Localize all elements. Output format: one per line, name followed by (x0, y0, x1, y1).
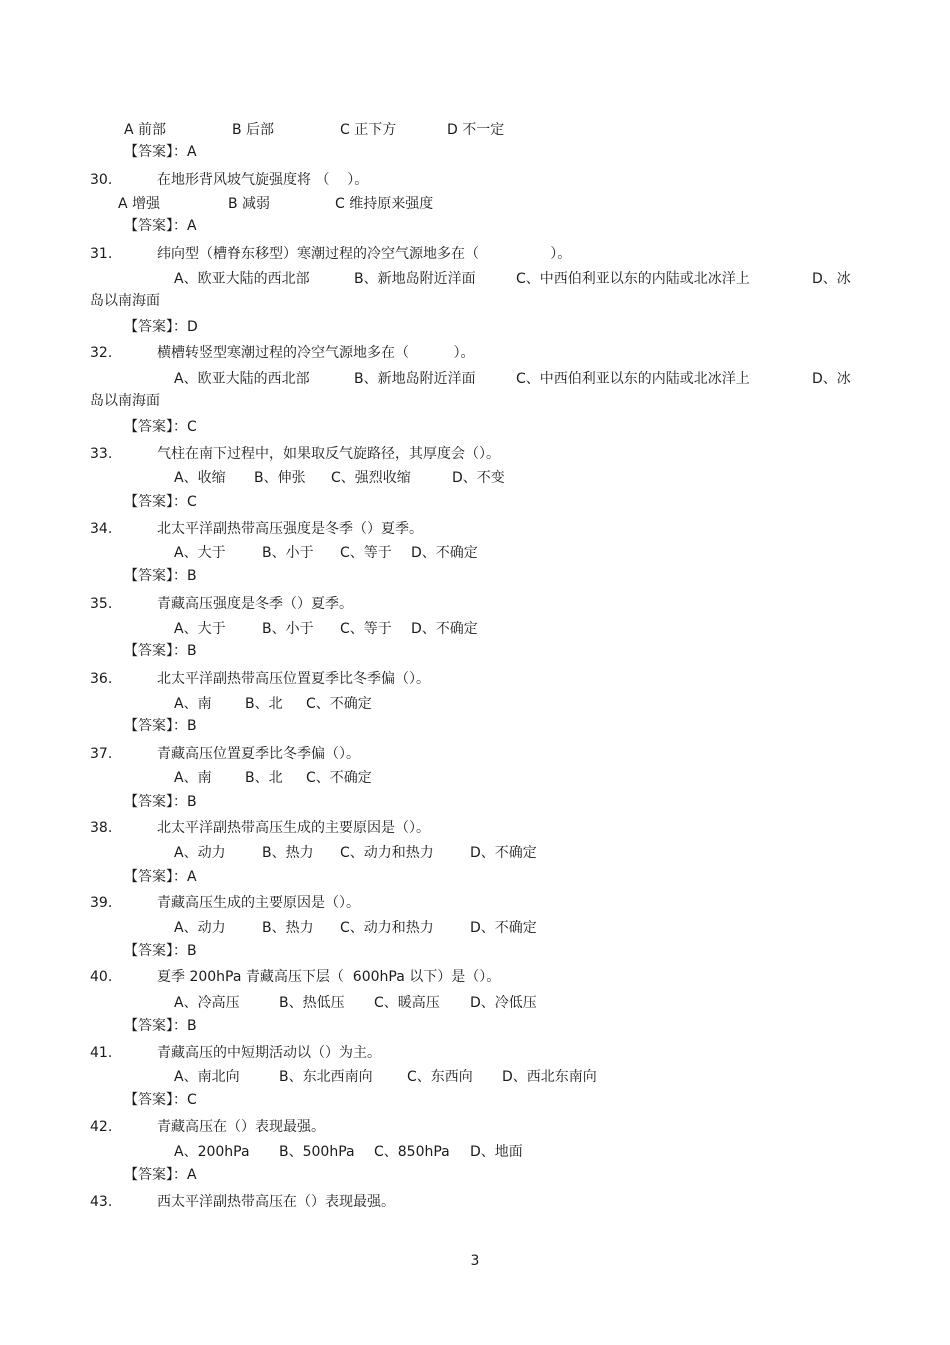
option-b: B、热低压 (279, 995, 345, 1011)
answer-label: 【答案】： (124, 218, 187, 234)
option-a: A 前部 (124, 122, 167, 138)
question-number: 38. (90, 820, 113, 836)
option-b: B、北 (245, 770, 283, 786)
answer-value: D (187, 319, 198, 335)
option-b: B、新地岛附近洋面 (354, 271, 476, 287)
answer-line (124, 717, 197, 735)
question-number: 43. (90, 1194, 113, 1210)
question-number: 40. (90, 969, 113, 985)
answer-label: 【答案】： (124, 943, 187, 959)
option-d: D 不一定 (447, 122, 505, 138)
answer-line (124, 1017, 197, 1035)
answer-label: 【答案】： (124, 494, 187, 510)
answer-label: 【答案】： (124, 1092, 187, 1108)
option-a: A、欧亚大陆的西北部 (174, 371, 310, 387)
option-b: B、小于 (262, 621, 314, 637)
option-d: D、不变 (452, 470, 505, 486)
option-d: D、冷低压 (470, 995, 537, 1011)
option-d: D、地面 (470, 1144, 523, 1160)
option-b: B、新地岛附近洋面 (354, 371, 476, 387)
question-number: 31. (90, 246, 113, 262)
answer-line (124, 143, 197, 161)
option-a: A、大于 (174, 545, 226, 561)
option-d: D、不确定 (470, 845, 537, 861)
answer-line (124, 793, 197, 811)
answer-value: B (187, 643, 197, 659)
option-c: C、不确定 (306, 696, 372, 712)
option-a: A、大于 (174, 621, 226, 637)
option-b: B、小于 (262, 545, 314, 561)
option-c: C、等于 (340, 545, 392, 561)
question-text: 青藏高压的中短期活动以（）为主。 (157, 1045, 381, 1061)
answer-label: 【答案】： (124, 319, 187, 335)
question-text: 青藏高压位置夏季比冬季偏（）。 (157, 746, 360, 762)
answer-line (124, 942, 197, 960)
question-text: 横槽转竖型寒潮过程的冷空气源地多在（ ）。 (157, 345, 475, 361)
answer-line (124, 418, 197, 436)
answer-label: 【答案】： (124, 1167, 187, 1183)
option-c: C、东西向 (407, 1069, 473, 1085)
option-a: A、200hPa (174, 1144, 250, 1160)
question-number: 34. (90, 521, 113, 537)
answer-value: A (187, 869, 197, 885)
answer-line (124, 642, 197, 660)
option-c: C、中西伯利亚以东的内陆或北冰洋上 (516, 271, 750, 287)
answer-value: B (187, 943, 197, 959)
question-number: 35. (90, 596, 113, 612)
option-b: B、热力 (262, 920, 314, 936)
page-number: 3 (470, 1253, 480, 1269)
option-c: C、暖高压 (374, 995, 440, 1011)
option-d: D、不确定 (411, 621, 478, 637)
answer-value: C (187, 494, 197, 510)
option-c: C、等于 (340, 621, 392, 637)
question-text: 北太平洋副热带高压强度是冬季（）夏季。 (157, 521, 423, 537)
answer-value: A (187, 218, 197, 234)
answer-line (124, 493, 197, 511)
option-a: A 增强 (118, 196, 161, 212)
question-number: 41. (90, 1045, 113, 1061)
answer-label: 【答案】： (124, 419, 187, 435)
option-a: A、南 (174, 770, 212, 786)
answer-label: 【答案】： (124, 643, 187, 659)
answer-label: 【答案】： (124, 568, 187, 584)
question-number: 42. (90, 1119, 113, 1135)
option-a: A、动力 (174, 845, 226, 861)
question-text: 夏季 200hPa 青藏高压下层（ 600hPa 以下）是（）。 (157, 969, 501, 985)
option-d: D、冰 (812, 371, 851, 387)
answer-value: C (187, 1092, 197, 1108)
question-number: 39. (90, 895, 113, 911)
question-text: 纬向型（槽脊东移型）寒潮过程的冷空气源地多在（ ）。 (157, 246, 572, 262)
answer-line (124, 567, 197, 585)
option-d: D、不确定 (470, 920, 537, 936)
question-text: 西太平洋副热带高压在（）表现最强。 (157, 1194, 395, 1210)
option-c: C 正下方 (340, 122, 397, 138)
answer-label: 【答案】： (124, 144, 187, 160)
question-text: 在地形背风坡气旋强度将 （ ）。 (157, 172, 369, 188)
answer-line (124, 217, 197, 235)
question-text: 青藏高压强度是冬季（）夏季。 (157, 596, 353, 612)
option-b: B、北 (245, 696, 283, 712)
option-a: A、南 (174, 696, 212, 712)
answer-line (124, 868, 197, 886)
answer-line (124, 1091, 197, 1109)
option-c: C、不确定 (306, 770, 372, 786)
answer-value: C (187, 419, 197, 435)
option-c: C、动力和热力 (340, 845, 434, 861)
option-b: B、东北西南向 (279, 1069, 373, 1085)
option-b: B、热力 (262, 845, 314, 861)
option-a: A、收缩 (174, 470, 226, 486)
answer-value: B (187, 1018, 197, 1034)
answer-value: B (187, 718, 197, 734)
answer-label: 【答案】： (124, 718, 187, 734)
question-text: 北太平洋副热带高压位置夏季比冬季偏（）。 (157, 671, 430, 687)
question-text: 北太平洋副热带高压生成的主要原因是（）。 (157, 820, 430, 836)
option-c: C、850hPa (374, 1144, 450, 1160)
option-a: A、冷高压 (174, 995, 240, 1011)
question-number: 37. (90, 746, 113, 762)
answer-line (124, 1166, 197, 1184)
answer-value: A (187, 1167, 197, 1183)
answer-line (124, 318, 198, 336)
question-text: 青藏高压在（）表现最强。 (157, 1119, 325, 1135)
option-c: C、动力和热力 (340, 920, 434, 936)
question-number: 32. (90, 345, 113, 361)
answer-value: B (187, 568, 197, 584)
question-number: 30. (90, 172, 113, 188)
option-d: D、不确定 (411, 545, 478, 561)
option-wrap: 岛以南海面 (90, 293, 160, 309)
answer-label: 【答案】： (124, 794, 187, 810)
option-a: A、南北向 (174, 1069, 240, 1085)
option-c: C 维持原来强度 (335, 196, 434, 212)
option-b: B、伸张 (254, 470, 306, 486)
option-b: B 减弱 (228, 196, 271, 212)
option-c: C、强烈收缩 (331, 470, 411, 486)
option-c: C、中西伯利亚以东的内陆或北冰洋上 (516, 371, 750, 387)
question-text: 青藏高压生成的主要原因是（）。 (157, 895, 360, 911)
question-text: 气柱在南下过程中，如果取反气旋路径，其厚度会（）。 (157, 446, 500, 462)
answer-label: 【答案】： (124, 1018, 187, 1034)
option-b: B、500hPa (279, 1144, 355, 1160)
question-number: 36. (90, 671, 113, 687)
answer-value: B (187, 794, 197, 810)
option-a: A、动力 (174, 920, 226, 936)
option-wrap: 岛以南海面 (90, 393, 160, 409)
option-d: D、西北东南向 (502, 1069, 597, 1085)
option-a: A、欧亚大陆的西北部 (174, 271, 310, 287)
answer-value: A (187, 144, 197, 160)
answer-label: 【答案】： (124, 869, 187, 885)
question-number: 33. (90, 446, 113, 462)
option-d: D、冰 (812, 271, 851, 287)
option-b: B 后部 (232, 122, 275, 138)
